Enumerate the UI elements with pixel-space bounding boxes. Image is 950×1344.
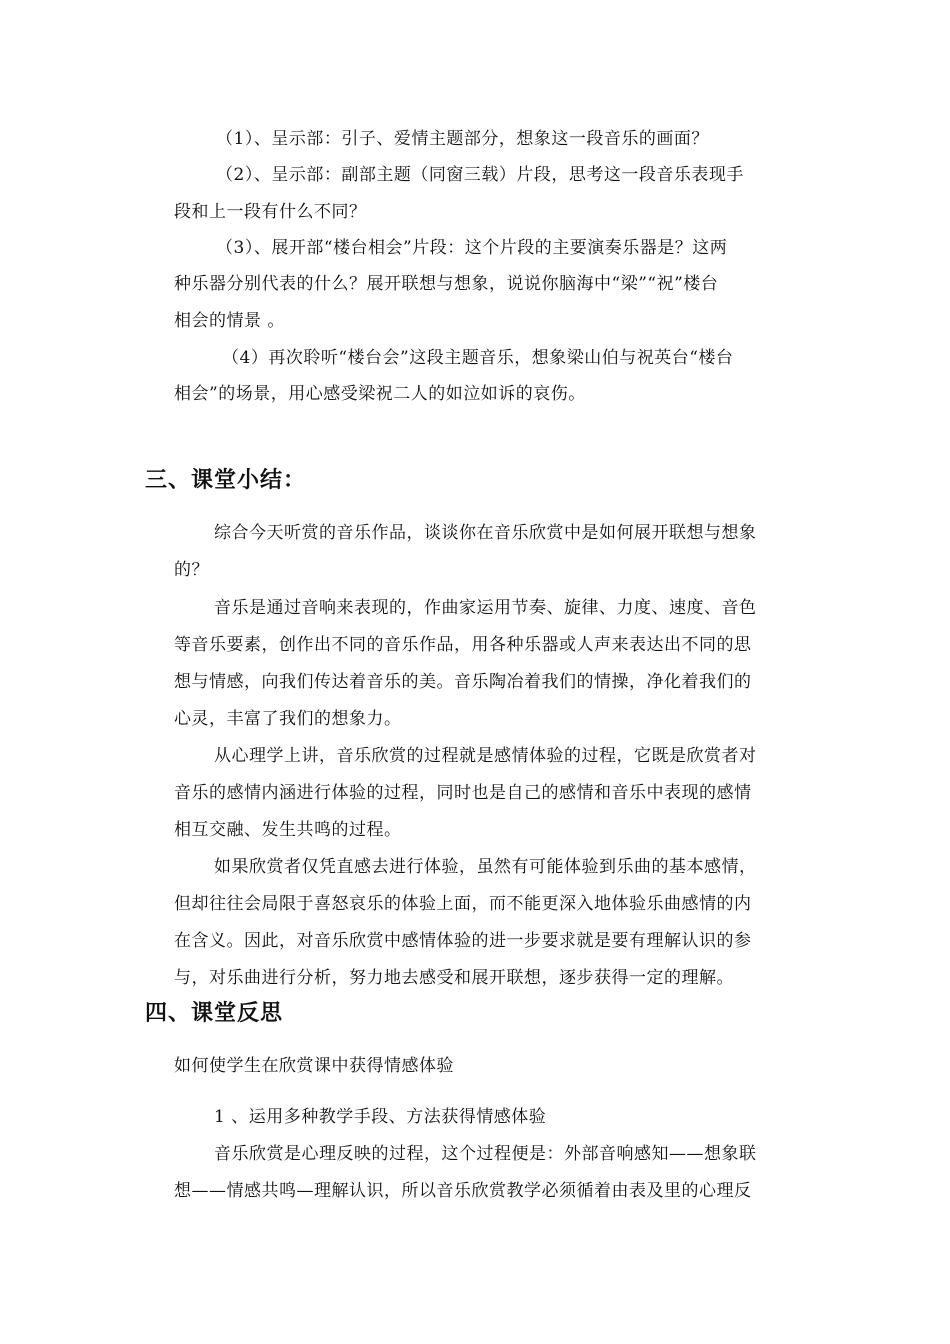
section-4-heading: 四、课堂反思 <box>145 1001 284 1026</box>
reflection-point-1: 1 、运用多种教学手段、方法获得情感体验 <box>214 1107 547 1127</box>
section-3-heading: 三、课堂小结： <box>145 468 307 493</box>
summary-p2-line-4: 心灵，丰富了我们的想象力。 <box>174 709 402 729</box>
item-4-line-1: （4）再次聆听“楼台会”这段主题音乐，想象梁山伯与祝英台“楼台 <box>222 348 734 368</box>
item-3-line-2: 种乐器分别代表的什么？展开联想与想象，说说你脑海中“梁”“祝”楼台 <box>174 274 719 294</box>
reflection-subtitle: 如何使学生在欣赏课中获得情感体验 <box>174 1056 454 1076</box>
item-2-line-1: （2）、呈示部：副部主题（同窗三载）片段，思考这一段音乐表现手 <box>216 165 744 185</box>
item-4-line-2: 相会”的场景，用心感受梁祝二人的如泣如诉的哀伤。 <box>174 384 586 404</box>
summary-p4-line-3: 在含义。因此，对音乐欣赏中感情体验的进一步要求就是要有理解认识的参 <box>174 931 752 951</box>
summary-p3-line-3: 相互交融、发生共鸣的过程。 <box>174 820 402 840</box>
summary-p4-line-1: 如果欣赏者仅凭直感去进行体验，虽然有可能体验到乐曲的基本感情， <box>214 857 757 877</box>
item-3-line-1: （3）、展开部“楼台相会”片段：这个片段的主要演奏乐器是？这两 <box>216 238 728 258</box>
summary-p2-line-2: 等音乐要素，创作出不同的音乐作品，用各种乐器或人声来表达出不同的思 <box>174 635 752 655</box>
summary-p4-line-2: 但却往往会局限于喜怒哀乐的体验上面，而不能更深入地体验乐曲感情的内 <box>174 894 752 914</box>
summary-p1-line-1: 综合今天听赏的音乐作品，谈谈你在音乐欣赏中是如何展开联想与想象 <box>214 523 757 543</box>
item-3-line-3: 相会的情景 。 <box>174 311 285 331</box>
item-1: （1）、呈示部：引子、爱情主题部分，想象这一段音乐的画面？ <box>216 129 709 149</box>
summary-p4-line-4: 与，对乐曲进行分析，努力地去感受和展开联想，逐步获得一定的理解。 <box>174 968 734 988</box>
reflection-p1-line-1: 音乐欣赏是心理反映的过程，这个过程便是：外部音响感知——想象联 <box>214 1144 757 1164</box>
summary-p2-line-3: 想与情感，向我们传达着音乐的美。音乐陶冶着我们的情操，净化着我们的 <box>174 672 752 692</box>
item-2-line-2: 段和上一段有什么不同？ <box>174 202 367 222</box>
summary-p1-line-2: 的？ <box>174 560 209 580</box>
reflection-p1-line-2: 想——情感共鸣—理解认识，所以音乐欣赏教学必须循着由表及里的心理反 <box>174 1181 752 1201</box>
summary-p3-line-2: 音乐的感情内涵进行体验的过程，同时也是自己的感情和音乐中表现的感情 <box>174 783 752 803</box>
summary-p2-line-1: 音乐是通过音响来表现的，作曲家运用节奏、旋律、力度、速度、音色 <box>214 598 757 618</box>
summary-p3-line-1: 从心理学上讲，音乐欣赏的过程就是感情体验的过程，它既是欣赏者对 <box>214 746 757 766</box>
